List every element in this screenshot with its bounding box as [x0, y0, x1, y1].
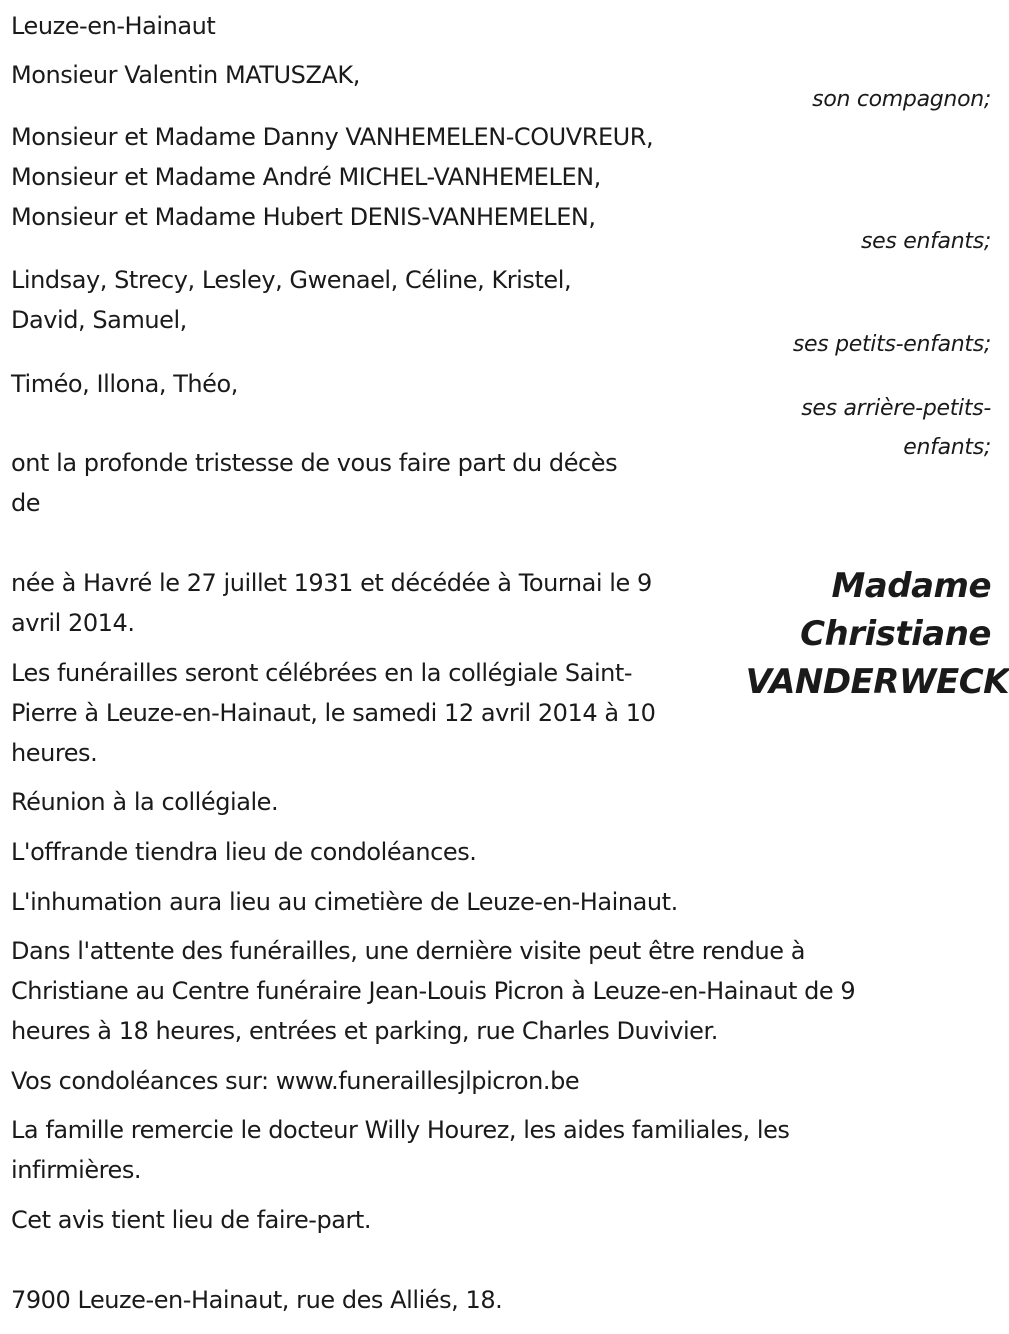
deceased-name-line-3: VANDERWECK	[745, 662, 1009, 702]
thanks-line-2: infirmières.	[11, 1156, 142, 1184]
child-line-1: Monsieur et Madame Danny VANHEMELEN-COUVREUR,	[11, 123, 654, 151]
deceased-name-line-1: Madame	[831, 566, 991, 606]
condolences-line: Vos condoléances sur: www.funeraillesjlpicron.be	[11, 1067, 580, 1095]
child-line-2: Monsieur et Madame André MICHEL-VANHEMELEN,	[11, 163, 601, 191]
meeting-line: Réunion à la collégiale.	[11, 788, 279, 816]
grandchildren-line-1: Lindsay, Strecy, Lesley, Gwenael, Céline, Kristel,	[11, 266, 572, 294]
birth-line-1: née à Havré le 27 juillet 1931 et décédée à Tournai le 9	[11, 569, 652, 597]
grandchildren-line-2: David, Samuel,	[11, 306, 187, 334]
great-grandchildren-role-2: enfants;	[903, 435, 991, 460]
address-line: 7900 Leuze-en-Hainaut, rue des Alliés, 18.	[11, 1286, 503, 1314]
visit-line-1: Dans l'attente des funérailles, une dernière visite peut être rendue à	[11, 937, 805, 965]
visit-line-3: heures à 18 heures, entrées et parking, rue Charles Duvivier.	[11, 1017, 718, 1045]
grandchildren-role: ses petits-enfants;	[792, 332, 991, 357]
deceased-name-line-2: Christiane	[800, 614, 991, 654]
funeral-line-2: Pierre à Leuze-en-Hainaut, le samedi 12 avril 2014 à 10	[11, 699, 656, 727]
announcement-line-1: ont la profonde tristesse de vous faire part du décès	[11, 449, 618, 477]
birth-line-2: avril 2014.	[11, 609, 135, 637]
offering-line: L'offrande tiendra lieu de condoléances.	[11, 838, 477, 866]
great-grandchildren-line: Timéo, Illona, Théo,	[11, 370, 238, 398]
notice-line: Cet avis tient lieu de faire-part.	[11, 1206, 372, 1234]
visit-line-2: Christiane au Centre funéraire Jean-Louis Picron à Leuze-en-Hainaut de 9	[11, 977, 856, 1005]
funeral-line-3: heures.	[11, 739, 98, 767]
burial-line: L'inhumation aura lieu au cimetière de Leuze-en-Hainaut.	[11, 888, 678, 916]
announcement-line-2: de	[11, 489, 41, 517]
thanks-line-1: La famille remercie le docteur Willy Hourez, les aides familiales, les	[11, 1116, 790, 1144]
children-role: ses enfants;	[860, 229, 991, 254]
deceased-name	[739, 562, 1009, 706]
companion-name: Monsieur Valentin MATUSZAK,	[11, 61, 360, 89]
child-line-3: Monsieur et Madame Hubert DENIS-VANHEMELEN,	[11, 203, 596, 231]
funeral-line-1: Les funérailles seront célébrées en la collégiale Saint-	[11, 659, 633, 687]
great-grandchildren-role-1: ses arrière-petits-	[801, 396, 991, 421]
companion-role: son compagnon;	[812, 87, 991, 112]
header-place: Leuze-en-Hainaut	[11, 12, 216, 40]
